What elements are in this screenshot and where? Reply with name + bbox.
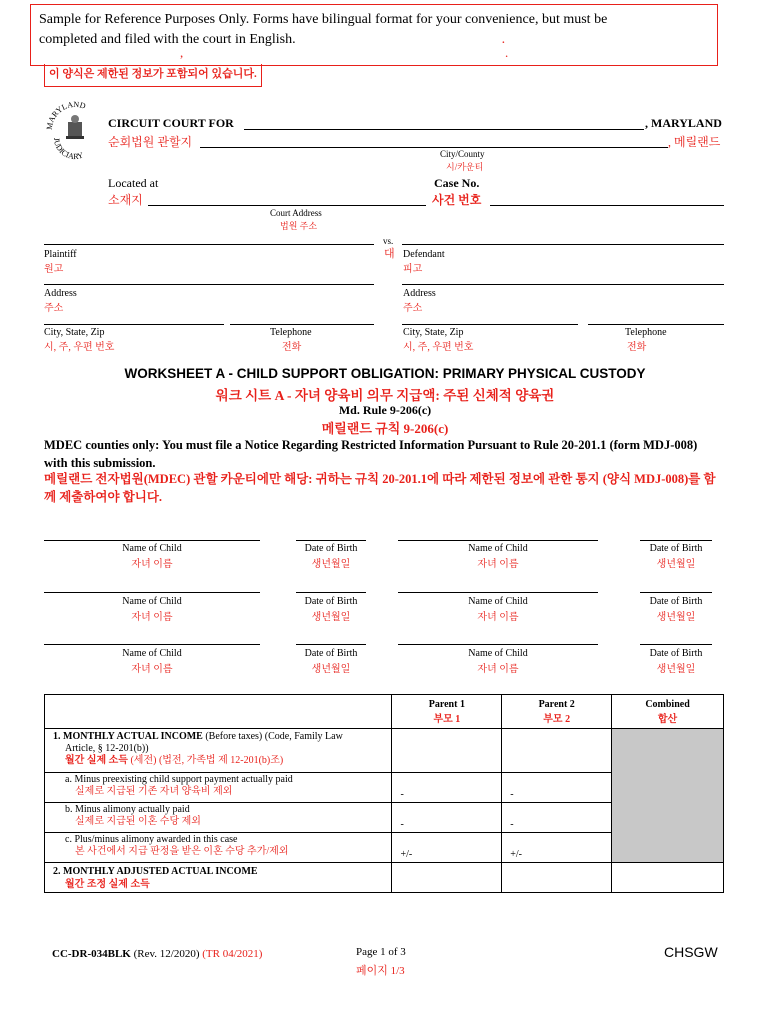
child-dob-caption-ko: 생년월일: [311, 612, 351, 623]
adjusted-income-label: 2. MONTHLY ADJUSTED ACTUAL INCOME 월간 조정 실제 소득: [45, 863, 392, 893]
mdec-notice: MDEC counties only: You must file a Notice Regarding Restricted Information Pursuant to Rule 20-201.1 (form MDJ-008) with this submission.: [44, 438, 698, 470]
defendant-address-caption-ko: 주소: [403, 303, 423, 314]
defendant-phone-caption: Telephone: [625, 327, 667, 338]
child-dob-caption-ko: 생년월일: [656, 559, 696, 570]
child-dob-field[interactable]: [640, 540, 712, 541]
parent1-header: Parent 1 부모 1: [392, 695, 502, 729]
child-name-caption: Name of Child: [468, 596, 528, 607]
defendant-address-field[interactable]: [402, 284, 724, 285]
child-name-caption: Name of Child: [468, 543, 528, 554]
court-address-field[interactable]: [148, 205, 426, 206]
defendant-city-field[interactable]: [402, 324, 578, 325]
form-number: CC-DR-034BLK (Rev. 12/2020) (TR 04/2021): [52, 948, 263, 960]
form-code: CHSGW: [664, 944, 718, 960]
parent2-adjusted-income-cell[interactable]: [502, 863, 612, 893]
parent2-income-cell[interactable]: [502, 729, 612, 773]
defendant-caption-ko: 피고: [403, 264, 423, 275]
child-name-field[interactable]: [44, 540, 260, 541]
defendant-phone-caption-ko: 전화: [627, 342, 647, 353]
child-dob-caption-ko: 생년월일: [656, 612, 696, 623]
maryland-judiciary-seal: [46, 100, 104, 162]
parent2-child-support-cell[interactable]: -: [502, 773, 612, 803]
parent1-child-support-cell[interactable]: -: [392, 773, 502, 803]
monthly-income-label: 1. MONTHLY ACTUAL INCOME (Before taxes) (Code, Family Law Article, § 12-201(b)) 월간 실제 소득 (세전) (법전, 가족법 제 12-201(b)조): [45, 729, 392, 773]
city-county-caption: City/County: [440, 149, 485, 159]
child-name-field[interactable]: [398, 592, 598, 593]
plaintiff-phone-field[interactable]: [230, 324, 374, 325]
child-name-caption: Name of Child: [122, 648, 182, 659]
plaintiff-address-field[interactable]: [44, 284, 374, 285]
defendant-city-caption: City, State, Zip: [403, 327, 464, 338]
table-row: [45, 729, 724, 773]
notice-comma: ,: [180, 45, 184, 60]
child-dob-field[interactable]: [296, 592, 366, 593]
child-dob-caption: Date of Birth: [304, 543, 358, 554]
city-county-caption-ko: 시/카운티: [446, 162, 484, 172]
child-name-caption-ko: 자녀 이름: [131, 612, 173, 623]
combined-adjusted-income-cell[interactable]: [612, 863, 724, 893]
plaintiff-phone-caption: Telephone: [270, 327, 312, 338]
table-header-row: [45, 695, 724, 729]
vs-label: vs.: [383, 236, 394, 246]
parent1-alimony-paid-cell[interactable]: -: [392, 803, 502, 833]
child-name-field[interactable]: [398, 644, 598, 645]
parent2-alimony-awarded-cell[interactable]: +/-: [502, 833, 612, 863]
child-name-caption-ko: 자녀 이름: [131, 559, 173, 570]
child-dob-caption: Date of Birth: [649, 543, 703, 554]
parent2-alimony-paid-cell[interactable]: -: [502, 803, 612, 833]
child-name-caption-ko: 자녀 이름: [477, 664, 519, 675]
plaintiff-city-caption-ko: 시, 주, 우편 번호: [44, 342, 115, 353]
plaintiff-name-field[interactable]: [44, 244, 374, 245]
defendant-address-caption: Address: [403, 288, 436, 299]
parent1-alimony-awarded-cell[interactable]: +/-: [392, 833, 502, 863]
vs-label-ko: 대: [384, 248, 395, 260]
child-name-field[interactable]: [44, 644, 260, 645]
rule-reference-ko: 메릴랜드 규칙 9-206(c): [321, 421, 449, 436]
sample-notice-box: [30, 4, 718, 66]
worksheet-table: [44, 694, 724, 893]
court-county-field[interactable]: [244, 129, 644, 130]
combined-header: Combined 합산: [612, 695, 724, 729]
child-name-caption-ko: 자녀 이름: [131, 664, 173, 675]
parent1-income-cell[interactable]: [392, 729, 502, 773]
child-name-caption: Name of Child: [122, 596, 182, 607]
alimony-paid-label: b. Minus alimony actually paid 실제로 지급된 이혼 수당 제외: [45, 803, 392, 833]
notice-line-1: Sample for Reference Purposes Only. Forms have bilingual format for your convenience, but must be: [39, 12, 608, 27]
court-label-ko: 순회법원 관할지: [108, 135, 193, 149]
mdec-notice-ko: 메릴랜드 전자법원(MDEC) 관할 카운티에만 해당: 귀하는 규칙 20-201.1에 따라 제한된 정보에 관한 통지 (양식 MDJ-008)를 함께 제출하여야 합니다.: [44, 472, 716, 504]
alimony-awarded-label: c. Plus/minus alimony awarded in this case 본 사건에서 지급 판정을 받은 이혼 수당 추가/제외: [45, 833, 392, 863]
child-name-caption: Name of Child: [468, 648, 528, 659]
combined-grey-cell: [612, 729, 724, 863]
child-name-caption-ko: 자녀 이름: [477, 612, 519, 623]
defendant-city-caption-ko: 시, 주, 우편 번호: [403, 342, 474, 353]
child-dob-field[interactable]: [640, 644, 712, 645]
child-name-field[interactable]: [398, 540, 598, 541]
located-at-label-ko: 소재지: [108, 193, 143, 207]
notice-line-2: completed and filed with the court in English. .: [39, 32, 506, 47]
plaintiff-caption: Plaintiff: [44, 249, 77, 260]
child-dob-caption-ko: 생년월일: [656, 664, 696, 675]
page-number-ko: 페이지 1/3: [356, 965, 405, 977]
child-dob-field[interactable]: [296, 540, 366, 541]
child-name-field[interactable]: [44, 592, 260, 593]
defendant-caption: Defendant: [403, 249, 445, 260]
svg-text:JUDICIARY: JUDICIARY: [51, 137, 85, 162]
case-number-field[interactable]: [490, 205, 724, 206]
court-address-caption: Court Address: [270, 208, 322, 218]
worksheet-title: WORKSHEET A - CHILD SUPPORT OBLIGATION: PRIMARY PHYSICAL CUSTODY: [124, 366, 646, 381]
table-row: [45, 863, 724, 893]
child-dob-caption: Date of Birth: [649, 596, 703, 607]
svg-text:MARYLAND: ARYLAND: [46, 100, 87, 124]
plaintiff-address-caption: Address: [44, 288, 77, 299]
child-dob-caption-ko: 생년월일: [311, 664, 351, 675]
parent2-header: Parent 2 부모 2: [502, 695, 612, 729]
child-dob-caption: Date of Birth: [304, 596, 358, 607]
restricted-info-warning: 이 양식은 제한된 정보가 포함되어 있습니다.: [44, 64, 262, 87]
plaintiff-city-field[interactable]: [44, 324, 224, 325]
court-address-caption-ko: 법원 주소: [280, 221, 318, 231]
worksheet-title-ko: 워크 시트 A - 자녀 양육비 의무 지급액: 주된 신체적 양육권: [215, 388, 555, 403]
state-label: , MARYLAND: [645, 116, 722, 130]
child-dob-caption: Date of Birth: [649, 648, 703, 659]
page-number: Page 1 of 3: [356, 946, 406, 958]
case-no-label: Case No.: [434, 176, 480, 190]
child-dob-field[interactable]: [296, 644, 366, 645]
plaintiff-city-caption: City, State, Zip: [44, 327, 105, 338]
defendant-phone-field[interactable]: [588, 324, 724, 325]
rule-reference: Md. Rule 9-206(c): [338, 403, 432, 417]
parent1-adjusted-income-cell[interactable]: [392, 863, 502, 893]
child-dob-caption-ko: 생년월일: [311, 559, 351, 570]
child-support-paid-label: a. Minus preexisting child support payment actually paid 실제로 지급된 기존 자녀 양육비 제외: [45, 773, 392, 803]
case-no-label-ko: 사건 번호: [432, 193, 482, 207]
child-dob-field[interactable]: [640, 592, 712, 593]
child-dob-caption: Date of Birth: [304, 648, 358, 659]
plaintiff-address-caption-ko: 주소: [44, 303, 64, 314]
child-name-caption-ko: 자녀 이름: [477, 559, 519, 570]
located-at-label: Located at: [108, 176, 159, 190]
notice-dot: .: [505, 45, 509, 60]
state-label-ko: , 메릴랜드: [668, 135, 721, 149]
child-name-caption: Name of Child: [122, 543, 182, 554]
defendant-name-field[interactable]: [402, 244, 724, 245]
court-label: CIRCUIT COURT FOR: [108, 116, 234, 130]
plaintiff-caption-ko: 원고: [44, 264, 64, 275]
plaintiff-phone-caption-ko: 전화: [282, 342, 302, 353]
